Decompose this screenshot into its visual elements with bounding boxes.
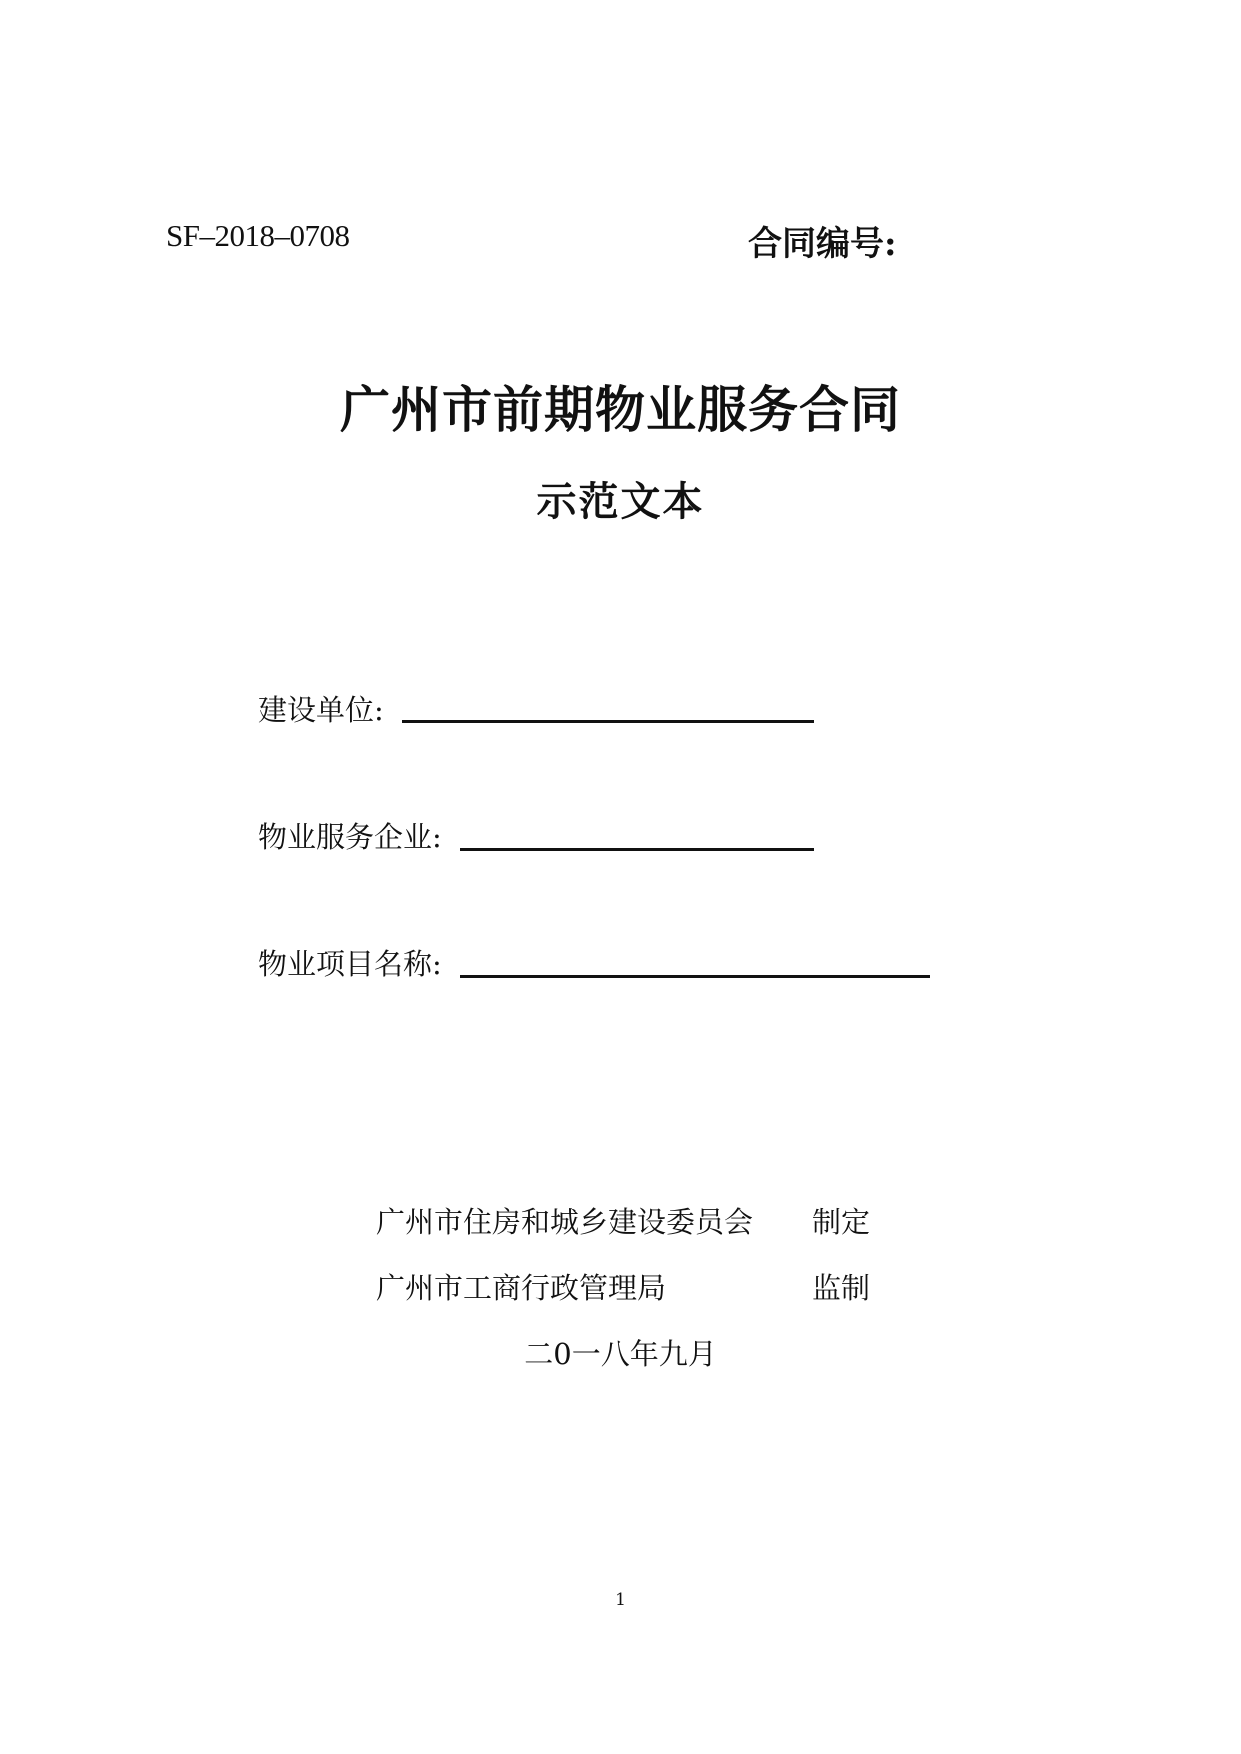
field-line-property-project-name[interactable]: [460, 975, 930, 978]
issuer-org-commerce-bureau: 广州市工商行政管理局: [376, 1271, 667, 1305]
issuer-role-supervise: 监制: [812, 1271, 871, 1305]
issuer-org-housing-committee: 广州市住房和城乡建设委员会: [376, 1205, 754, 1239]
field-label-property-service-company: 物业服务企业:: [258, 820, 442, 854]
document-title: 广州市前期物业服务合同: [340, 380, 901, 439]
field-line-construction-unit[interactable]: [402, 720, 814, 723]
field-line-property-service-company[interactable]: [460, 848, 814, 851]
issuer-role-formulate: 制定: [812, 1205, 871, 1239]
issue-date: 二0一八年九月: [524, 1337, 717, 1371]
contract-number-label: 合同编号:: [748, 224, 897, 264]
field-label-construction-unit: 建设单位:: [258, 693, 384, 727]
field-label-property-project-name: 物业项目名称:: [258, 947, 442, 981]
page-number: 1: [615, 1590, 626, 1610]
document-subtitle: 示范文本: [536, 478, 705, 525]
document-code: SF–2018–0708: [166, 218, 350, 253]
